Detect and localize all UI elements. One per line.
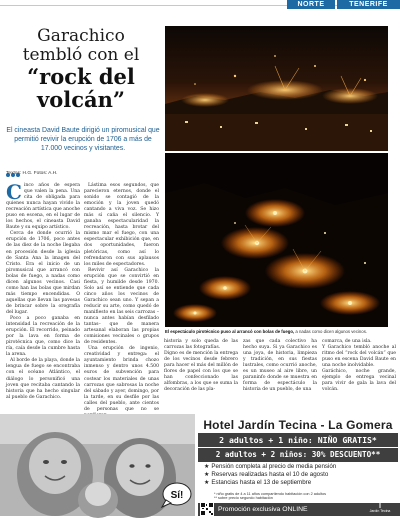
article-headline [6, 27, 156, 111]
body-column-5: comarca, de una isla. Y Garachico tembló anoche al ritmo del “rock del volcán” que puso en escena David Baute en una noche inolvidable. Garáchico, noche grande, ejemplo de entrega vecinal para vivir de gala la lava del volcán. [322, 339, 396, 393]
ad-title: Hotel Jardín Tecina - La Gomera [203, 418, 393, 432]
byline-credit: Textos: H.G. Fotos: A.H. [6, 171, 58, 176]
ad-offer-1: 2 adultos + 1 niño: NIÑO GRATIS* [198, 433, 398, 447]
section-label-tenerife: TENERIFE [337, 0, 400, 9]
body-paragraph: inco años de espera que valen la pena. Una cita de obligada para quienes nunca hayan vivido la recreación artística que anoche puso en escena, en el lugar de los hechos, el cineasta David Baute y su equipo artístico. [6, 183, 80, 231]
ad-offer-2: 2 adultos + 2 niños: 30% DESCUENTO** [198, 448, 398, 462]
body-column-2 [84, 183, 159, 410]
body-paragraph: Al borde de la playa, donde la lengua de fuego se encontraba con el océano Atlántico, el diálogo lo personificó una joven que recitaba cantando la historia que ha hecho singular al pueblo de Garachico. [6, 358, 80, 400]
ad-promo-link[interactable]: Promoción exclusiva ONLINE [218, 506, 308, 513]
ad-speech-bubble [160, 482, 192, 508]
body-paragraph: Una erupción de ingenio, creatividad y entrega: el ayuntamiento brinda chozo inmenso y dentro unos 4.500 euros de subvención para costear los materiales de unas carrozas que sabrosas la noche del sábado y ayer, domingo, por la tarde, en su desfile por las calles del pueblo, ante cientos de personas que no se [84, 346, 159, 412]
photo-caption [165, 329, 396, 334]
body-paragraph: Poco a poco ganaba en intensidad la recreación de la erupción. El recorrido, peinado por la lava en forma de pirotécnica que, como dice la ría, caía desde la cumbre hasta la arena. [6, 316, 80, 358]
star-icon: ★ [204, 464, 210, 470]
headline-line-1: Garachico [37, 26, 125, 46]
qr-code-icon[interactable] [200, 501, 214, 515]
body-paragraph: Revivir así Garachico la erupción que se convirtió en fiesta, y humilde desde 1970. Solo así se entiende que cada cinco años los vecinos de Garachico sean uno. Y sepan a reducir su arte, como quedó de manifiesto en las seis carrozas –nunca antes habían desfilado tantas– que de manera artesanal elaboran las propias comisiones vecinales o grupos de residentes. [84, 267, 160, 346]
headline-line-4: volcán” [37, 87, 125, 112]
body-paragraph: Lástima esos segundos, que parecieron eternos, donde el sonido se contagió de la emoción y la joven quedó cantando a viva voz. Se hizo más sí caña el silencio. Y ganaba espectacularidad la recreación, hasta brotar del mismo mar el fuego, con una espectacular exhibición que, en dos oportunidades, fueron pletóricas, como así lo refrendaron con sus aplausos los miles de espectadores. [84, 183, 159, 267]
section-label-norte: NORTE [287, 0, 335, 9]
ad-benefit-item [204, 463, 396, 471]
ad-benefits-list [204, 463, 396, 488]
headline-line-2: tembló con el [22, 45, 140, 65]
ad-benefit-item [204, 471, 396, 479]
star-icon: ★ [204, 480, 210, 487]
ad-fine-print-2: ** sobre precio segundo habitación [214, 496, 273, 501]
body-column-3: historia y solo queda de las carrozas las fotografías. Digno es de mención la entrega de los vecinos desde febrero para hacer el más del millón de flores de papel con los que se han confeccionado las alfombras, a los que se suma la decoración de las pla- [164, 339, 238, 393]
ad-benefit-item [204, 479, 396, 487]
ad-benefit-text: Estancias hasta el 13 de septiembre [211, 479, 312, 487]
hotel-logo [362, 498, 398, 516]
caption-lead: El espectáculo pirotécnico puso al arrancó con bolas de fuego, [165, 329, 295, 334]
article-standfirst: El cineasta David Baute dirigió un piromusical que permitió revivir la erupción de 1706 a más de 17.000 vecinos y visitantes. [6, 127, 160, 153]
body-column-4: zas que cada colectivo ha hecho suya. Si ya Garachico es una joya, de historia, limpieza y tradición, en sus fiestas lustrales, como ocurrió anoche, es un museo al aire libre, un paraninfo donde se muestra en forma de espectáculo la historia de un pueblo, de una [243, 339, 317, 393]
section-bar [0, 0, 400, 9]
ad-benefit-text: Reservas realizadas hasta el 10 de agosto [211, 471, 329, 479]
headline-line-3: “rock del [27, 64, 135, 89]
caption-text: a nadas como dicen algunos vecinos. [294, 329, 368, 334]
ad-fine-print-1: * niño gratis de 4 a 11 años compartiendo habitación con 2 adultos [214, 492, 327, 496]
byline [6, 164, 156, 176]
ad-bubble-text: Sí! [170, 490, 184, 501]
hotel-logo-text: Jardín Tecina [369, 509, 391, 513]
photo-fireworks-town [165, 26, 388, 151]
photo-lava-hillside [165, 153, 388, 327]
body-column-1 [6, 180, 80, 410]
ad-benefit-text: Pensión completa al precio de media pensión [211, 463, 337, 470]
byline-dots-icon [6, 164, 156, 170]
drop-cap: C [6, 180, 22, 204]
body-paragraph: Cerca de donde ocurrió la erupción de 1706, poco antes de las diez de la noche llegaba en procesión desde la iglesia de Santa Ana la imagen del Cristo. Era el inicio de un piromusical que arrancó con bolas de fuego, a nadas como dicen algunos vecinos. Casi como han las bolas que mirdan más tiempo encendidas. O aquellas que llevan las pavesas de brincar sobre la orografía del lugar. [6, 231, 80, 315]
star-icon: ★ [204, 472, 210, 479]
palm-logo-icon [372, 498, 388, 508]
